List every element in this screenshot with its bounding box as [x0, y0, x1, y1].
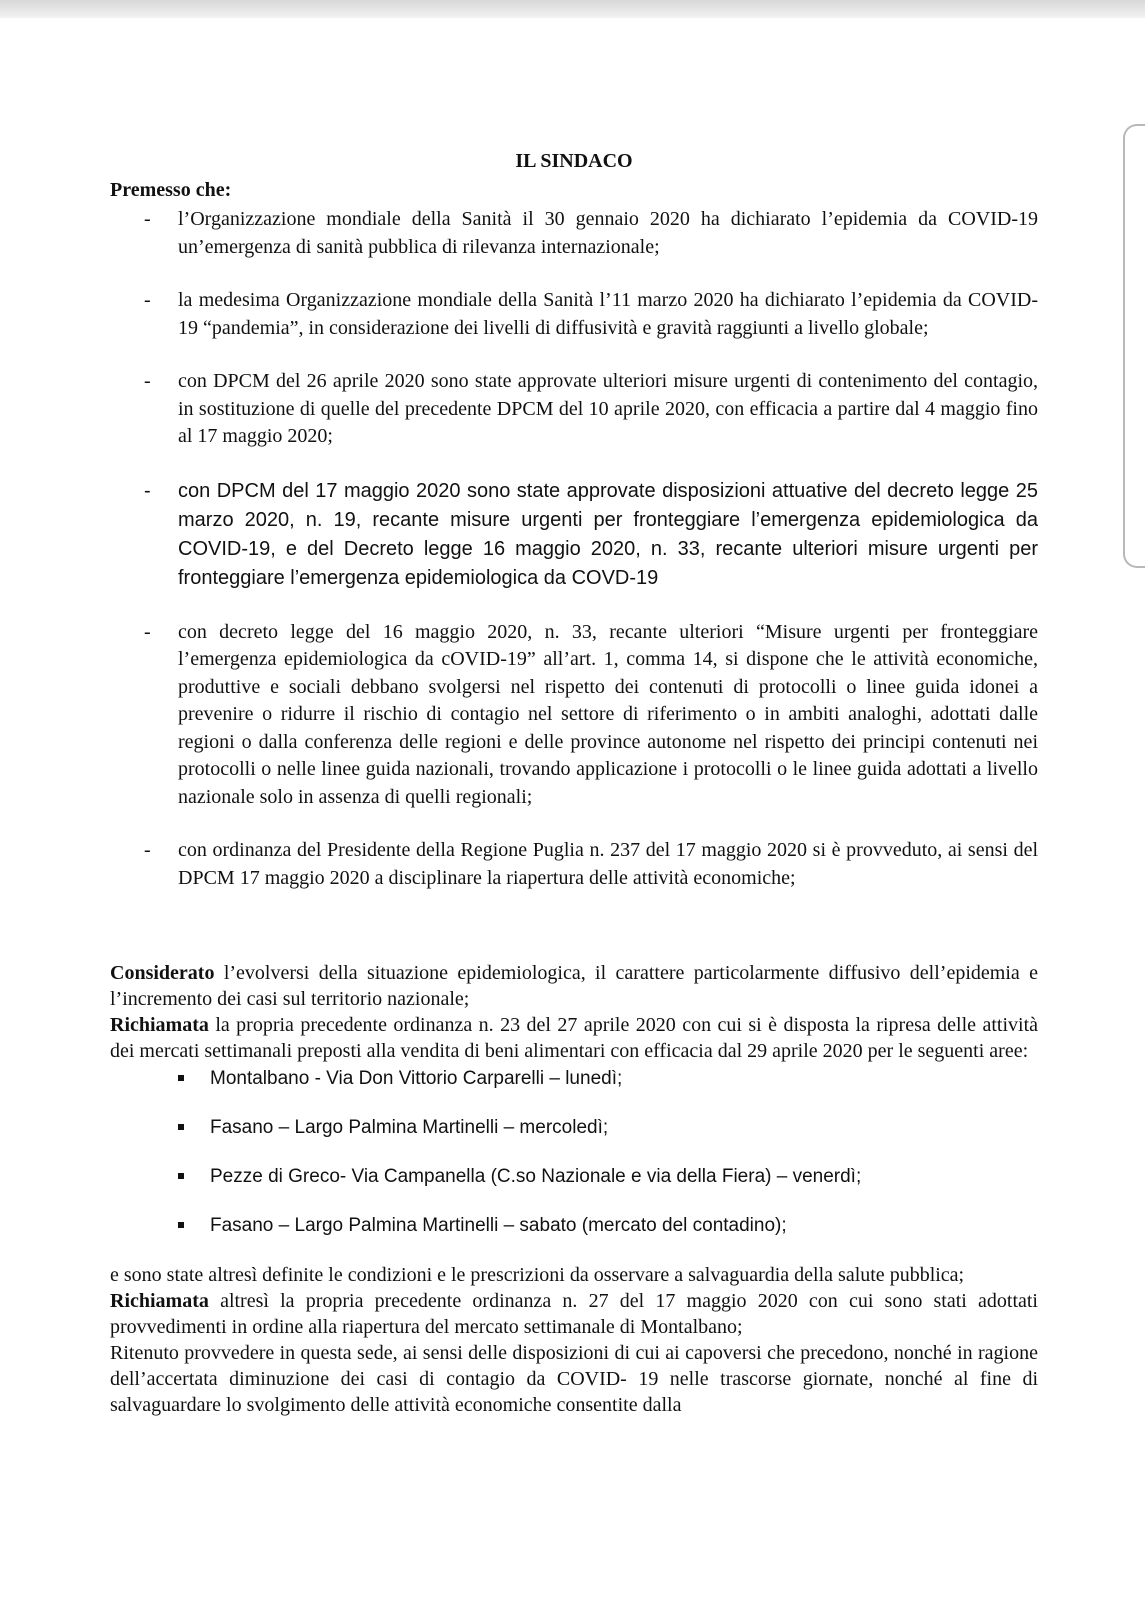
market-text: Fasano – Largo Palmina Martinelli – sabato (mercato del contadino); [210, 1215, 787, 1236]
considerato-paragraph [110, 960, 1038, 1012]
considerato-text: l’evolversi della situazione epidemiologica, il carattere particolarmente diffusivo dell’epidemia e l’incremento dei casi sul territorio nazionale; [110, 962, 1038, 1010]
list-item [110, 368, 1038, 451]
market-item [110, 1115, 1038, 1141]
richiamata-label: Richiamata [110, 1014, 209, 1036]
square-bullet-icon [178, 1075, 184, 1081]
list-item-text: con DPCM del 17 maggio 2020 sono state approvate disposizioni attuative del decreto legge 25 marzo 2020, n. 19, recante misure urgenti per fronteggiare l’emergenza epidemiologica da COVID-19, e del Decreto legge 16 maggio 2020, n. 33, recante ulteriori misure urgenti per fronteggiare l’emergenza epidemiologica da COVD-19 [178, 479, 1038, 589]
premesso-label: Premesso che: [110, 179, 232, 201]
list-item [110, 477, 1038, 593]
dash-bullet: - [144, 208, 151, 230]
list-item [110, 619, 1038, 812]
list-item-text: l’Organizzazione mondiale della Sanità il 30 gennaio 2020 ha dichiarato l’epidemia da COVID-19 un’emergenza di sanità pubblica di rilevanza internazionale; [178, 208, 1038, 258]
market-item [110, 1066, 1038, 1092]
dash-bullet: - [144, 370, 151, 392]
list-item [110, 287, 1038, 342]
square-bullet-icon [178, 1222, 184, 1228]
premesso-list [110, 206, 1038, 892]
dash-bullet: - [144, 839, 151, 861]
richiamata-label: Richiamata [110, 1290, 209, 1312]
document-page [110, 150, 1038, 1418]
list-item [110, 206, 1038, 261]
richiamata-altresi-paragraph [110, 1288, 1038, 1340]
list-item-text: la medesima Organizzazione mondiale della Sanità l’11 marzo 2020 ha dichiarato l’epidemia da COVID-19 “pandemia”, in considerazione dei livelli di diffusività e gravità raggiunti a livello globale; [178, 289, 1038, 339]
richiamata-paragraph [110, 1012, 1038, 1064]
page-title: IL SINDACO [515, 150, 633, 172]
list-item [110, 837, 1038, 892]
condizioni-paragraph: e sono state altresì definite le condizioni e le prescrizioni da osservare a salvaguardia della salute pubblica; [110, 1264, 965, 1286]
list-item-text: con DPCM del 26 aprile 2020 sono state approvate ulteriori misure urgenti di contenimento del contagio, in sostituzione di quelle del precedente DPCM del 10 aprile 2020, con efficacia a partire dal 4 maggio fino al 17 maggio 2020; [178, 370, 1038, 447]
richiamata-altresi-text: altresì la propria precedente ordinanza n. 27 del 17 maggio 2020 con cui sono stati adottati provvedimenti in ordine alla riapertura del mercato settimanale di Montalbano; [110, 1290, 1038, 1338]
list-item-text: con decreto legge del 16 maggio 2020, n. 33, recante ulteriori “Misure urgenti per fronteggiare l’emergenza epidemiologica da cOVID-19” all’art. 1, comma 14, si dispone che le attività economiche, produttive e sociali debbano svolgersi nel rispetto dei contenuti di protocolli o linee guida idonei a prevenire o ridurre il rischio di contagio nel settore di riferimento o in ambiti analoghi, adottati dalle regioni o dalla conferenza delle regioni e delle province autonome nel rispetto dei principi contenuti nei protocolli o nelle linee guida nazionali, trovando applicazione i protocolli o le linee guida adottati a livello nazionale solo in assenza di quelli regionali; [178, 620, 1038, 808]
market-item [110, 1213, 1038, 1239]
dash-bullet: - [144, 289, 151, 311]
list-item-text: con ordinanza del Presidente della Regione Puglia n. 237 del 17 maggio 2020 si è provveduto, ai sensi del DPCM 17 maggio 2020 a disciplinare la riapertura delle attività economiche; [178, 839, 1038, 889]
market-item [110, 1164, 1038, 1190]
top-bar [0, 0, 1145, 18]
ritenuto-paragraph: Ritenuto provvedere in questa sede, ai sensi delle disposizioni di cui ai capoversi che precedono, nonché in ragione dell’accertata diminuzione dei casi di contagio da COVID- 19 nelle trascorse giornate, nonché al fine di salvaguardare lo svolgimento delle attività economiche consentite dalla [110, 1342, 1038, 1416]
square-bullet-icon [178, 1124, 184, 1130]
dash-bullet: - [144, 620, 151, 643]
scroll-handle[interactable] [1123, 124, 1145, 568]
dash-bullet: - [144, 479, 151, 502]
market-text: Fasano – Largo Palmina Martinelli – mercoledì; [210, 1117, 609, 1138]
market-text: Pezze di Greco- Via Campanella (C.so Nazionale e via della Fiera) – venerdì; [210, 1166, 862, 1187]
square-bullet-icon [178, 1173, 184, 1179]
richiamata-text: la propria precedente ordinanza n. 23 del 27 aprile 2020 con cui si è disposta la ripresa delle attività dei mercati settimanali preposti alla vendita di beni alimentari con efficacia dal 29 aprile 2020 per le seguenti aree: [110, 1014, 1038, 1062]
market-text: Montalbano - Via Don Vittorio Carparelli – lunedì; [210, 1068, 623, 1089]
considerato-label: Considerato [110, 962, 215, 984]
spacer [110, 918, 1038, 960]
markets-list [110, 1066, 1038, 1239]
